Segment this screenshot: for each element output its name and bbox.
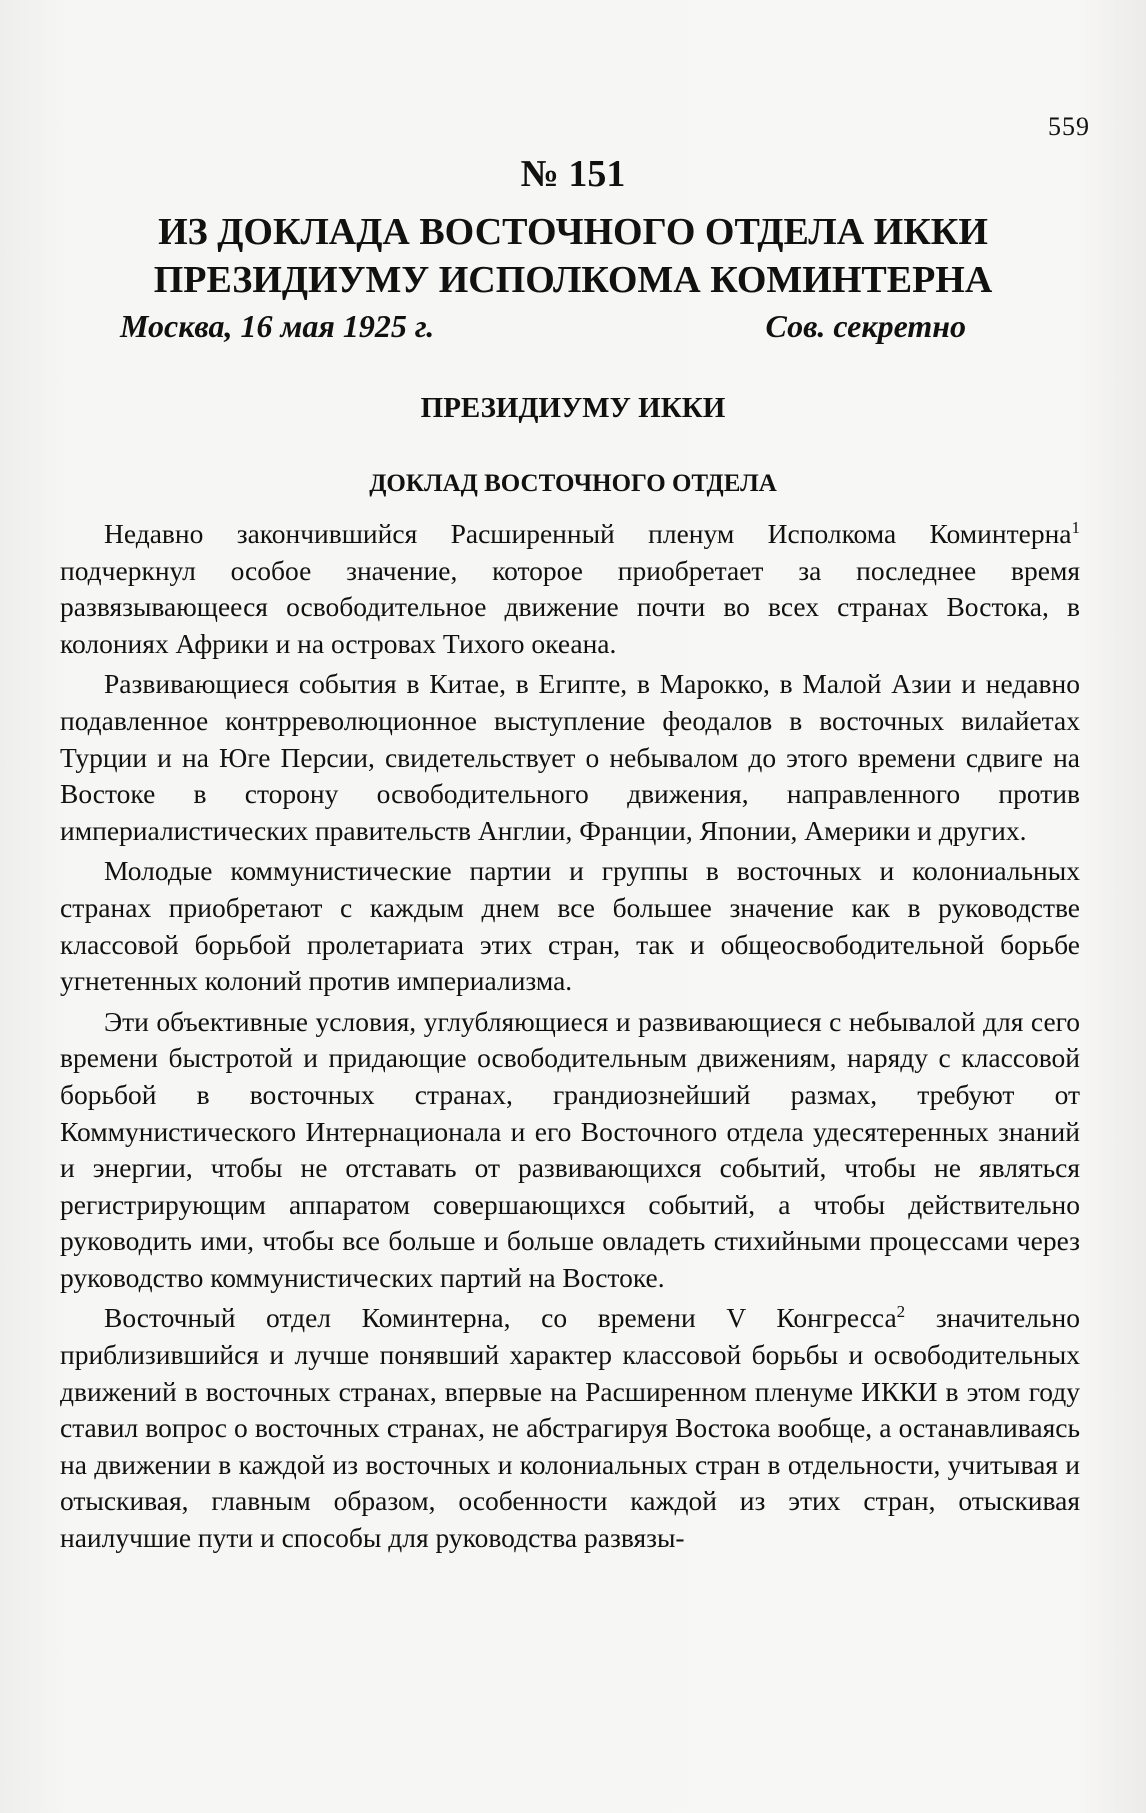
paragraph-2: Развивающиеся события в Китае, в Египте, в Марокко, в Малой Азии и недавно подавленное контрреволюционное выступление феодалов в восточных вилайетах Турции и на Юге Персии, свидетельствует о небывалом до этого времени сдвиге на Востоке в сторону освободительного движения, направленного против империалистических правительств Англии, Франции, Японии, Америки и других. bbox=[60, 668, 1080, 846]
classification-label: Сов. секретно bbox=[765, 308, 966, 344]
paragraph-4: Эти объективные условия, углубляющиеся и развивающиеся с небывалой для сего времени быстротой и придающие освободительным движениям, наряду с классовой борьбой в восточных странах, грандиознейший размах, требуют от Коммунистического Интернационала и его Восточного отдела удесятеренных знаний и энергии, чтобы не отставать от развивающихся событий, чтобы не являться регистрирующим аппаратом совершающихся событий, а чтобы действительно руководить ими, чтобы все больше и больше овладеть стихийными процессами через руководство коммунистических партий на Востоке. bbox=[60, 1005, 1080, 1293]
paragraph-3: Молодые коммунистические партии и группы в восточных и колониальных странах приобретают с каждым днем все большее значение как в руководстве классовой борьбой пролетариата этих стран, так и общеосвободительной борьбе угнетенных колоний против империализма. bbox=[60, 855, 1080, 997]
title-line-2: ПРЕЗИДИУМУ ИСПОЛКОМА КОМИНТЕРНА bbox=[153, 259, 993, 301]
paragraph-5 bbox=[60, 1300, 1080, 1556]
paragraph-1-text-b: подчеркнул особое значение, которое приобретает за последнее время развязывающееся освободительное движение почти во всех странах Востока, в колониях Африки и на островах Тихого океана. bbox=[60, 554, 1080, 659]
footnote-ref-1: 1 bbox=[1071, 517, 1080, 537]
document-number: № 151 bbox=[520, 153, 626, 195]
addressee-heading: ПРЕЗИДИУМУ ИККИ bbox=[420, 392, 726, 424]
page-number: 559 bbox=[1048, 112, 1090, 141]
paragraph-5-text-a: Восточный отдел Коминтерна, со времени V Конгресса bbox=[104, 1302, 897, 1334]
title-line-1: ИЗ ДОКЛАДА ВОСТОЧНОГО ОТДЕЛА ИККИ bbox=[158, 211, 988, 253]
report-heading: ДОКЛАД ВОСТОЧНОГО ОТДЕЛА bbox=[369, 470, 777, 497]
paragraph-5-text-b: значительно приблизившийся и лучше понявший характер классовой борьбы и освободительных движений в восточных странах, впервые на Расширенном пленуме ИККИ в этом году ставил вопрос о восточных странах, не абстрагируя Востока вообще, а останавливаясь на движении в каждой из восточных и колониальных стран в отдельности, учитывая и отыскивая, главным образом, особенности каждой из этих стран, отыскивая наилучшие пути и способы для руководства развязы- bbox=[60, 1302, 1081, 1554]
footnote-ref-2: 2 bbox=[896, 1302, 906, 1322]
report-body bbox=[60, 516, 1080, 1557]
document-title bbox=[0, 208, 1146, 304]
paragraph-1-text-a: Недавно закончившийся Расширенный пленум Исполкома Коминтерна bbox=[104, 518, 1072, 549]
paragraph-1 bbox=[60, 516, 1080, 662]
place-date: Москва, 16 мая 1925 г. bbox=[120, 308, 435, 344]
